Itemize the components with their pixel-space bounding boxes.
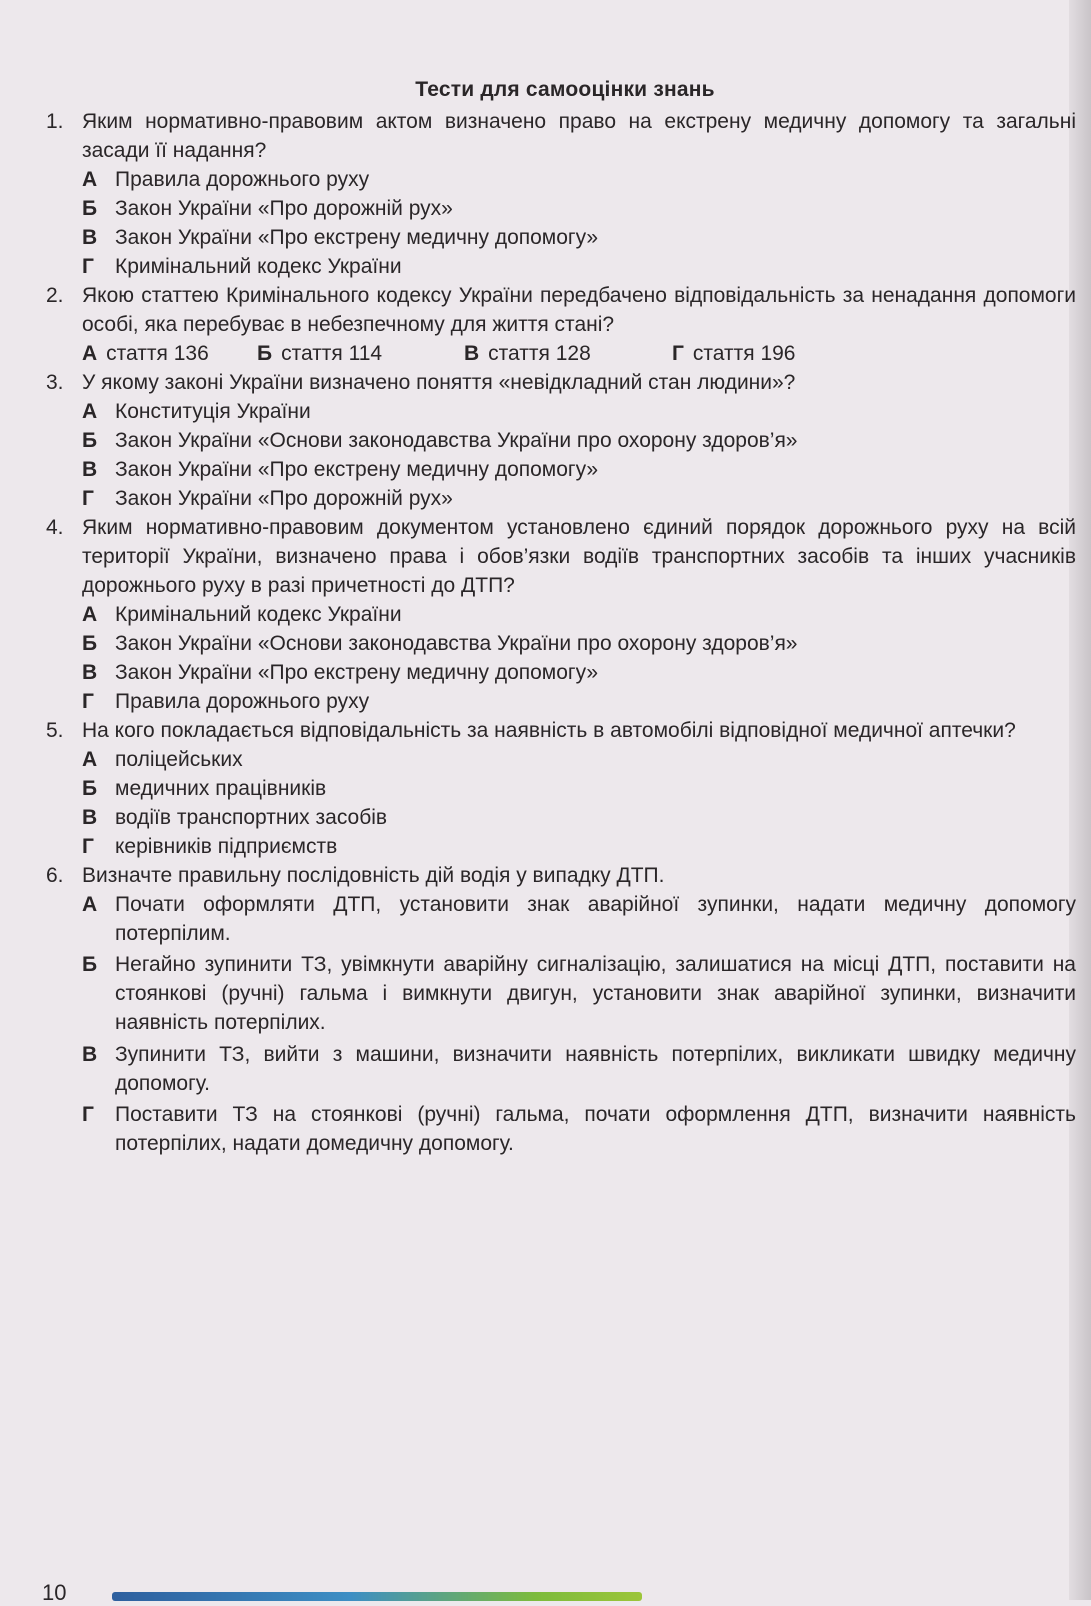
answer-option [82,339,209,368]
question-4 [46,513,1076,600]
page-number: 10 [42,1580,67,1605]
option-letter: А [82,400,98,423]
question-2 [46,281,1076,339]
option-letter: В [82,458,98,481]
option-letter: Б [82,197,98,220]
option-text: водіїв транспортних засобів [115,806,388,829]
option-text: Правила дорожнього руху [115,690,370,713]
option-text: керівників підприємств [115,835,338,858]
option-letter: Б [82,777,98,800]
question-number: 1. [46,110,64,133]
question-5 [46,716,1076,745]
answer-option [82,832,1076,861]
option-letter: В [82,806,98,829]
answer-option [82,658,1076,687]
option-letter: Б [257,342,273,365]
option-text: Закон України «Про екстрену медичну допомогу» [115,226,598,249]
answer-option [82,194,1076,223]
option-letter: В [82,1043,98,1066]
answer-option [82,223,1076,252]
option-text: стаття 128 [488,342,591,365]
page-title: Тести для самооцінки знань [415,78,715,101]
answer-option [82,890,1076,948]
option-text: Правила дорожнього руху [115,168,370,191]
question-text: Якою статтею Кримінального кодексу України передбачено відповідальність за ненадання допомоги особі, яка перебуває в небезпечному для життя стані? [82,284,1076,336]
question-number: 2. [46,284,64,307]
answer-option [82,745,1076,774]
option-text: Закон України «Про екстрену медичну допомогу» [115,661,598,684]
inline-answer-options [82,339,882,368]
question-text: На кого покладається відповідальність за наявність в автомобілі відповідної медичної аптечки? [82,719,1016,742]
question-number: 6. [46,864,64,887]
answer-option [82,687,1076,716]
option-text: стаття 196 [692,342,796,365]
answer-option [82,165,1076,194]
option-letter: Г [82,1103,94,1126]
question-number: 4. [46,516,64,539]
option-letter: А [82,748,98,771]
option-text: Поставити ТЗ на стоянкові (ручні) гальма, почати оформлення ДТП, визначити наявність потерпілих, надати домедичну допомогу. [115,1103,1076,1155]
option-text: Конституція України [115,400,311,423]
question-3 [46,368,1076,397]
option-text: стаття 114 [281,342,383,365]
question-number: 5. [46,719,64,742]
option-letter: В [82,226,98,249]
option-text: Закон України «Про дорожній рух» [115,197,453,220]
option-text: поліцейських [115,748,243,771]
answer-option [82,252,1076,281]
answer-option [82,426,1076,455]
option-letter: Б [82,632,98,655]
answer-option [82,629,1076,658]
option-letter: Г [672,342,684,365]
option-letter: Б [82,953,98,976]
answer-option [672,339,796,368]
question-1 [46,107,1076,165]
question-text: Визначте правильну послідовність дій водія у випадку ДТП. [82,864,665,887]
answer-option [257,339,382,368]
option-text: Кримінальний кодекс України [115,255,402,278]
answer-option [82,803,1076,832]
option-letter: А [82,893,98,916]
option-text: Закон України «Про дорожній рух» [115,487,453,510]
option-text: Закон України «Основи законодавства України про охорону здоров’я» [115,429,798,452]
option-text: Закон України «Про екстрену медичну допомогу» [115,458,598,481]
answer-option [82,1040,1076,1098]
option-letter: А [82,342,98,365]
question-text: Яким нормативно-правовим документом установлено єдиний порядок дорожнього руху на всій території України, визначено права і обов’язки водіїв транспортних засобів та інших учасників дорожнього руху в разі причетності до ДТП? [82,516,1076,597]
option-text: Кримінальний кодекс України [115,603,402,626]
option-letter: Б [82,429,98,452]
answer-option [464,339,591,368]
question-6 [46,861,1076,890]
answer-option [82,455,1076,484]
option-letter: Г [82,835,94,858]
answer-option [82,950,1076,1037]
question-text: Яким нормативно-правовим актом визначено право на екстрену медичну допомогу та загальні засади її надання? [82,110,1076,162]
option-text: Закон України «Основи законодавства України про охорону здоров’я» [115,632,798,655]
answer-option [82,397,1076,426]
answer-option [82,774,1076,803]
option-text: Почати оформляти ДТП, установити знак аварійної зупинки, надати медичну допомогу потерпілим. [115,893,1076,945]
option-letter: В [464,342,480,365]
answer-option [82,600,1076,629]
option-text: Зупинити ТЗ, вийти з машини, визначити наявність потерпілих, викликати швидку медичну допомогу. [115,1043,1076,1095]
answer-option [82,1100,1076,1158]
answer-option [82,484,1076,513]
question-text: У якому законі України визначено поняття «невідкладний стан людини»? [82,371,796,394]
option-letter: А [82,603,98,626]
option-letter: Г [82,255,94,278]
option-text: Негайно зупинити ТЗ, увімкнути аварійну сигналізацію, залишатися на місці ДТП, поставити на стоянкові (ручні) гальма і вимкнути двигун, установити знак аварійної зупинки, визначити наявність потерпілих. [115,953,1076,1034]
option-letter: Г [82,690,94,713]
option-letter: А [82,168,98,191]
option-text: медичних працівників [115,777,327,800]
question-number: 3. [46,371,64,394]
option-text: стаття 136 [106,342,209,365]
option-letter: Г [82,487,94,510]
option-letter: В [82,661,98,684]
